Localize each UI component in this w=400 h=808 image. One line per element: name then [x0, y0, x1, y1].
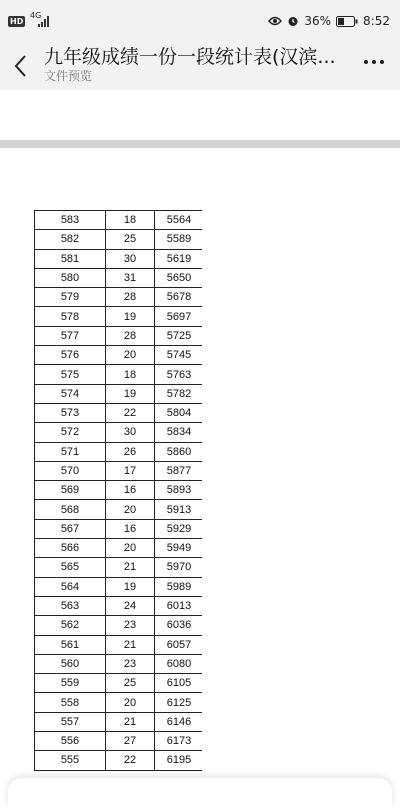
count-cell: 24: [106, 596, 155, 615]
score-cell: 562: [35, 616, 106, 635]
count-cell: 21: [106, 558, 155, 577]
count-cell: 30: [106, 423, 155, 442]
count-cell: 20: [106, 693, 155, 712]
cumulative-cell: 6125: [155, 693, 203, 712]
count-cell: 20: [106, 539, 155, 558]
score-cell: 581: [35, 249, 106, 268]
table-row: [35, 403, 203, 422]
cumulative-cell: 5860: [155, 442, 203, 461]
cumulative-cell: 5619: [155, 249, 203, 268]
alarm-icon: [287, 15, 299, 27]
count-cell: 21: [106, 635, 155, 654]
cumulative-cell: 5678: [155, 288, 203, 307]
score-cell: 571: [35, 442, 106, 461]
score-cell: 557: [35, 712, 106, 731]
network-type: 4G: [30, 11, 42, 20]
cumulative-cell: 5564: [155, 211, 203, 230]
count-cell: 28: [106, 326, 155, 345]
score-cell: 564: [35, 577, 106, 596]
cumulative-cell: 5913: [155, 500, 203, 519]
count-cell: 22: [106, 403, 155, 422]
count-cell: 28: [106, 288, 155, 307]
page-divider: [0, 140, 400, 148]
table-row: [35, 326, 203, 345]
cumulative-cell: 6105: [155, 674, 203, 693]
count-cell: 19: [106, 577, 155, 596]
signal-icon: [38, 16, 49, 27]
table-row: [35, 616, 203, 635]
count-cell: 23: [106, 616, 155, 635]
count-cell: 17: [106, 461, 155, 480]
score-cell: 580: [35, 268, 106, 287]
cumulative-cell: 5804: [155, 403, 203, 422]
count-cell: 25: [106, 674, 155, 693]
count-cell: 18: [106, 211, 155, 230]
table-row: [35, 654, 203, 673]
table-row: [35, 442, 203, 461]
score-cell: 575: [35, 365, 106, 384]
count-cell: 20: [106, 346, 155, 365]
score-cell: 579: [35, 288, 106, 307]
cumulative-cell: 5697: [155, 307, 203, 326]
cumulative-cell: 5893: [155, 481, 203, 500]
table-row: [35, 230, 203, 249]
score-cell: 558: [35, 693, 106, 712]
more-options-icon[interactable]: [362, 58, 386, 66]
cumulative-cell: 5949: [155, 539, 203, 558]
score-cell: 576: [35, 346, 106, 365]
score-cell: 565: [35, 558, 106, 577]
table-row: [35, 461, 203, 480]
score-cell: 573: [35, 403, 106, 422]
score-cell: 561: [35, 635, 106, 654]
cumulative-cell: 5782: [155, 384, 203, 403]
cumulative-cell: 5929: [155, 519, 203, 538]
score-cell: 559: [35, 674, 106, 693]
table-row: [35, 423, 203, 442]
count-cell: 26: [106, 442, 155, 461]
app-header: [0, 44, 400, 90]
count-cell: 16: [106, 481, 155, 500]
table-row: [35, 693, 203, 712]
table-row: [35, 596, 203, 615]
table-row: [35, 481, 203, 500]
count-cell: 18: [106, 365, 155, 384]
cumulative-cell: 6036: [155, 616, 203, 635]
table-row: [35, 732, 203, 751]
cumulative-cell: 6080: [155, 654, 203, 673]
cumulative-cell: 6013: [155, 596, 203, 615]
score-cell: 570: [35, 461, 106, 480]
table-row: [35, 674, 203, 693]
count-cell: 25: [106, 230, 155, 249]
score-cell: 578: [35, 307, 106, 326]
document-title: 九年级成绩一份一段统计表(汉滨...: [44, 46, 336, 68]
table-row: [35, 346, 203, 365]
cumulative-cell: 5970: [155, 558, 203, 577]
score-cell: 582: [35, 230, 106, 249]
count-cell: 20: [106, 500, 155, 519]
table-row: [35, 268, 203, 287]
cumulative-cell: 5650: [155, 268, 203, 287]
battery-icon: [336, 16, 358, 27]
table-row: [35, 712, 203, 731]
preview-top-area: [0, 90, 400, 140]
score-table-container: [34, 210, 202, 780]
table-row: [35, 384, 203, 403]
clock: 8:52: [363, 14, 390, 28]
score-table: [34, 210, 202, 771]
score-cell: 556: [35, 732, 106, 751]
table-row: [35, 288, 203, 307]
score-cell: 577: [35, 326, 106, 345]
table-row: [35, 365, 203, 384]
count-cell: 19: [106, 384, 155, 403]
count-cell: 21: [106, 712, 155, 731]
score-cell: 569: [35, 481, 106, 500]
cumulative-cell: 5989: [155, 577, 203, 596]
table-row: [35, 751, 203, 770]
table-row: [35, 249, 203, 268]
score-cell: 567: [35, 519, 106, 538]
count-cell: 22: [106, 751, 155, 770]
cumulative-cell: 6057: [155, 635, 203, 654]
cumulative-cell: 6146: [155, 712, 203, 731]
cumulative-cell: 5589: [155, 230, 203, 249]
cumulative-cell: 5877: [155, 461, 203, 480]
score-cell: 583: [35, 211, 106, 230]
table-row: [35, 500, 203, 519]
score-cell: 568: [35, 500, 106, 519]
battery-percent: 36%: [304, 14, 332, 28]
table-row: [35, 577, 203, 596]
count-cell: 27: [106, 732, 155, 751]
bottom-sheet[interactable]: [8, 778, 392, 808]
cumulative-cell: 5745: [155, 346, 203, 365]
table-row: [35, 519, 203, 538]
count-cell: 23: [106, 654, 155, 673]
hd-icon: HD: [10, 17, 24, 26]
score-cell: 560: [35, 654, 106, 673]
count-cell: 19: [106, 307, 155, 326]
score-cell: 572: [35, 423, 106, 442]
table-row: [35, 307, 203, 326]
table-row: [35, 539, 203, 558]
table-row: [35, 635, 203, 654]
cumulative-cell: 6173: [155, 732, 203, 751]
count-cell: 31: [106, 268, 155, 287]
score-cell: 566: [35, 539, 106, 558]
status-bar: [0, 0, 400, 44]
table-row: [35, 558, 203, 577]
eye-icon: [268, 16, 282, 26]
count-cell: 16: [106, 519, 155, 538]
score-cell: 555: [35, 751, 106, 770]
document-subtitle: 文件预览: [44, 69, 93, 83]
score-cell: 574: [35, 384, 106, 403]
cumulative-cell: 5725: [155, 326, 203, 345]
back-arrow-icon[interactable]: [12, 52, 30, 80]
cumulative-cell: 5834: [155, 423, 203, 442]
count-cell: 30: [106, 249, 155, 268]
table-row: [35, 211, 203, 230]
cumulative-cell: 5763: [155, 365, 203, 384]
cumulative-cell: 6195: [155, 751, 203, 770]
score-cell: 563: [35, 596, 106, 615]
